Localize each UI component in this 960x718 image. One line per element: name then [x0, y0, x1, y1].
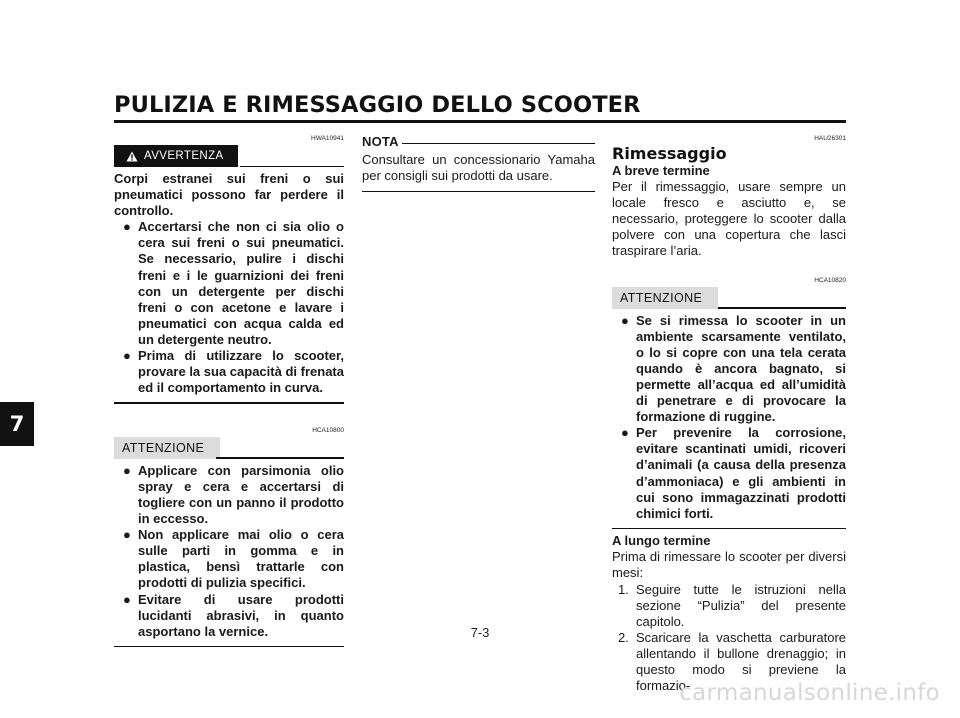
note-label: NOTA	[362, 134, 399, 149]
note-header	[362, 134, 595, 152]
storage-caution-code: HCA10820	[814, 276, 846, 284]
warning-code: HWA10941	[311, 135, 344, 142]
bullet-icon: ●	[123, 348, 131, 364]
list-item: ● Accertarsi che non ci sia olio o cera sui freni o sui pneumatici. Se necessario, pulire i dischi freni e i le guarnizioni dei freni con un detergente per dischi freni o con acetone e lavare i pneumatici con acqua calda ed un detergente neutro.	[123, 219, 344, 347]
warning-intro: Corpi estranei sui freni o sui pneumatici possono far perdere il controllo.	[114, 171, 344, 219]
page-title: PULIZIA E RIMESSAGGIO DELLO SCOOTER	[114, 92, 641, 118]
caution-list	[114, 463, 344, 640]
note-header-rule	[402, 143, 595, 144]
list-item: ● Evitare di usare prodotti lucidanti abrasivi, in quanto asportano la vernice.	[123, 591, 344, 639]
left-column	[114, 128, 344, 647]
list-item: ● Non applicare mai olio o cera sulle parti in gomma e in plastica, bensì trattarle con prodotti di pulizia specifici.	[123, 527, 344, 591]
long-term-intro: Prima di rimessare lo scooter per diversi mesi:	[612, 549, 846, 581]
bullet-icon: ●	[621, 312, 629, 328]
bullet-icon: ●	[123, 527, 131, 543]
title-rule	[114, 120, 846, 123]
page-number: 7-3	[470, 625, 490, 640]
caution-end-rule	[114, 646, 344, 648]
storage-title: Rimessaggio	[612, 144, 727, 163]
note-text: Consultare un concessionario Yamaha per consigli sui prodotti da usare.	[362, 152, 595, 184]
warning-badge	[114, 145, 238, 167]
list-item: 2. Scaricare la vaschetta carburatore allentando il bullone drenaggio; in questo modo si previene la formazio-	[618, 629, 846, 694]
storage-caution-header	[612, 287, 846, 313]
caution-code: HCA10800	[312, 426, 344, 434]
bullet-icon: ●	[123, 462, 131, 478]
warning-label: AVVERTENZA	[144, 149, 224, 162]
list-item: ● Per prevenire la corrosione, evitare scantinati umidi, ricoveri d’animali (a causa della presenza d’ammoniaca) e gli ambienti in cui sono immagazzinati prodotti chimici forti.	[621, 425, 846, 521]
bullet-icon: ●	[123, 591, 131, 607]
caution-header	[114, 437, 344, 463]
storage-caution-list	[612, 313, 846, 522]
warning-header-rule	[240, 166, 344, 168]
list-item: ● Se si rimessa lo scooter in un ambiente scarsamente ventilato, o lo si copre con una tela cerata quando è ancora bagnato, si permette all’acqua ed all’umidità di penetrare e di provocare la formazione di ruggine.	[621, 312, 846, 425]
bullet-icon: ●	[123, 219, 131, 235]
short-term-heading: A breve termine	[612, 163, 710, 178]
warning-end-rule	[114, 402, 344, 404]
warning-triangle-icon	[126, 151, 138, 162]
bullet-icon: ●	[621, 425, 629, 441]
storage-code: HAU26301	[814, 135, 846, 142]
watermark: carmanualsonline.info	[679, 680, 940, 706]
caution-header-rule	[216, 457, 344, 459]
long-term-heading: A lungo termine	[612, 533, 711, 549]
warning-header	[114, 145, 344, 171]
note-end-rule	[362, 191, 595, 192]
storage-caution-header-rule	[718, 307, 846, 309]
caution-badge	[114, 437, 220, 459]
storage-caution-badge	[612, 287, 718, 309]
short-term-text: Per il rimessaggio, usare sempre un locale fresco e asciutto e, se necessario, proteggere lo scooter dalla polvere con una copertura che lasci traspirare l’aria.	[612, 179, 846, 259]
storage-caution-label: ATTENZIONE	[620, 290, 703, 305]
list-item: ● Applicare con parsimonia olio spray e cera e accertarsi di togliere con un panno il prodotto in eccesso.	[123, 462, 344, 527]
warning-list	[114, 219, 344, 396]
storage-caution-end-rule	[612, 528, 846, 530]
right-column	[612, 128, 846, 694]
chapter-tab: 7	[0, 402, 34, 446]
caution-label: ATTENZIONE	[122, 440, 205, 455]
middle-column	[362, 128, 595, 192]
list-item: 1. Seguire tutte le istruzioni nella sezione “Pulizia” del presente capitolo.	[618, 581, 846, 629]
list-item: ● Prima di utilizzare lo scooter, provare la sua capacità di frenata ed il comportamento in curva.	[123, 348, 344, 396]
